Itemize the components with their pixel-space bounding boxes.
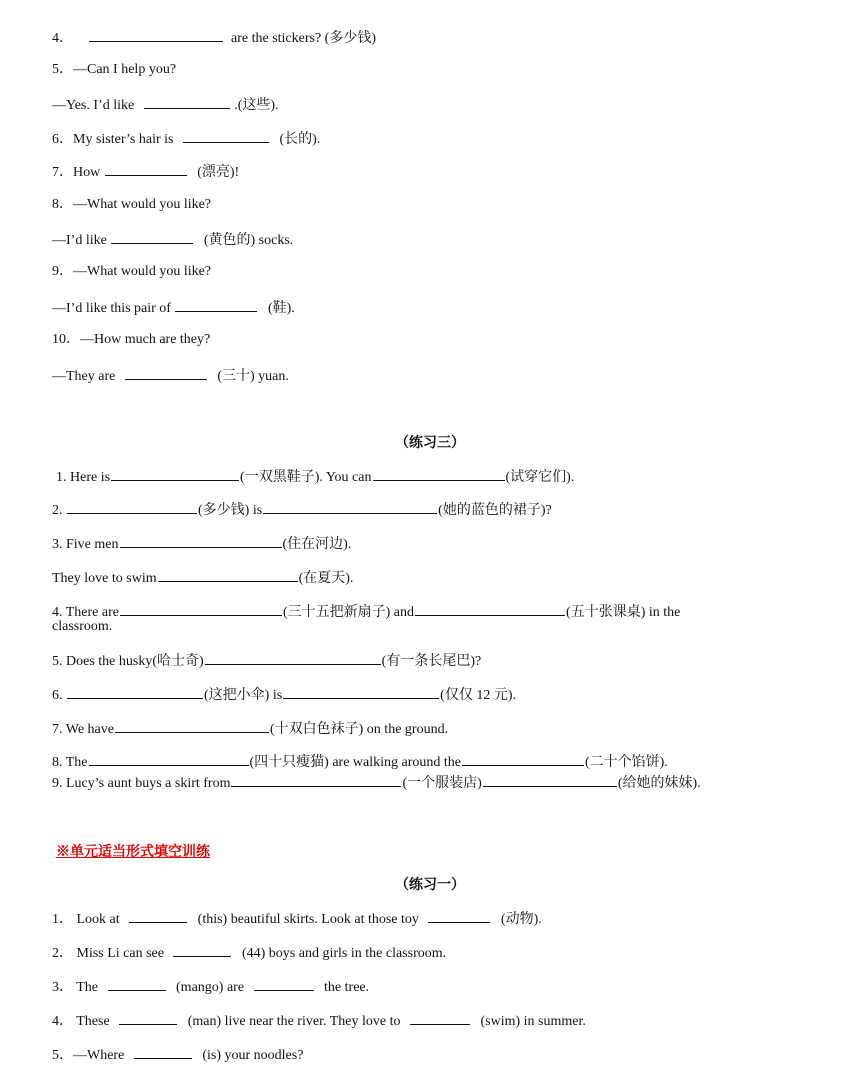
answer-blank[interactable] bbox=[134, 1044, 192, 1059]
question-text: 8．—What would you like? bbox=[52, 197, 212, 212]
hint-text: .(这些). bbox=[234, 98, 279, 113]
question-6 bbox=[52, 128, 320, 148]
question-text: 5. Does the husky(哈士奇) bbox=[52, 654, 204, 669]
question-text: 4. There are bbox=[52, 605, 119, 620]
answer-blank[interactable] bbox=[263, 499, 437, 514]
hint-text: (给她的妹妹). bbox=[617, 776, 701, 791]
question-text: 10．—How much are they? bbox=[52, 332, 211, 347]
answer-blank[interactable] bbox=[108, 976, 166, 991]
ex3-question-9 bbox=[52, 772, 701, 792]
hint-text: (三十) yuan. bbox=[217, 369, 289, 384]
question-text: 9. Lucy’s aunt buys a skirt from bbox=[52, 776, 231, 791]
hint-text: (仅仅 12 元). bbox=[440, 688, 516, 703]
answer-blank[interactable] bbox=[410, 1010, 470, 1025]
ex1-question-2 bbox=[52, 942, 446, 962]
hint-text: (住在河边). bbox=[282, 537, 352, 552]
question-text: 6．My sister’s hair is bbox=[52, 132, 174, 147]
answer-blank[interactable] bbox=[183, 128, 269, 143]
hint-text: (mango) are bbox=[176, 980, 245, 995]
hint-text: (试穿它们). bbox=[505, 470, 575, 485]
hint-text: (黄色的) socks. bbox=[203, 233, 294, 248]
answer-9 bbox=[52, 297, 295, 317]
answer-blank[interactable] bbox=[144, 94, 230, 109]
answer-blank[interactable] bbox=[89, 27, 223, 42]
answer-blank[interactable] bbox=[254, 976, 314, 991]
answer-blank[interactable] bbox=[205, 650, 381, 665]
answer-5 bbox=[52, 94, 279, 114]
answer-blank[interactable] bbox=[111, 229, 193, 244]
answer-blank[interactable] bbox=[89, 751, 249, 766]
answer-blank[interactable] bbox=[105, 161, 187, 176]
answer-blank[interactable] bbox=[67, 684, 203, 699]
question-text: 7. We have bbox=[52, 722, 114, 737]
question-text: 3. Five men bbox=[52, 537, 119, 552]
answer-text: —I’d like bbox=[52, 233, 107, 248]
hint-text: (她的蓝色的裙子)? bbox=[438, 503, 552, 518]
hint-text: (这把小伞) is bbox=[204, 688, 283, 703]
answer-blank[interactable] bbox=[158, 567, 298, 582]
hint-text: (动物). bbox=[500, 912, 542, 927]
ex3-question-7 bbox=[52, 718, 448, 738]
answer-blank[interactable] bbox=[115, 718, 269, 733]
answer-blank[interactable] bbox=[483, 772, 617, 787]
question-text: classroom. bbox=[52, 619, 113, 634]
hint-text: (十双白色袜子) on the ground. bbox=[269, 722, 449, 737]
answer-text: —Yes. I’d like bbox=[52, 98, 135, 113]
hint-text: the tree. bbox=[324, 980, 370, 995]
hint-text: (man) live near the river. They love to bbox=[187, 1014, 401, 1029]
answer-blank[interactable] bbox=[120, 601, 282, 616]
answer-blank[interactable] bbox=[111, 466, 239, 481]
ex3-question-5 bbox=[52, 650, 481, 670]
section-title: ※单元适当形式填空训练 bbox=[56, 845, 210, 860]
question-text: 8. The bbox=[52, 755, 88, 770]
hint-text: (is) your noodles? bbox=[202, 1048, 304, 1063]
answer-8 bbox=[52, 229, 293, 249]
question-text: 2. bbox=[52, 503, 63, 518]
hint-text: (多少钱) is bbox=[198, 503, 263, 518]
hint-text: (四十只瘦猫) are walking around the bbox=[249, 755, 462, 770]
question-text: They love to swim bbox=[52, 571, 157, 586]
question-number: 4． bbox=[52, 31, 73, 46]
exercise-3-heading: （练习三） bbox=[395, 436, 465, 451]
answer-blank[interactable] bbox=[283, 684, 439, 699]
answer-blank[interactable] bbox=[120, 533, 282, 548]
question-5 bbox=[52, 61, 176, 78]
hint-text: (有一条长尾巴)? bbox=[381, 654, 482, 669]
answer-text: —They are bbox=[52, 369, 116, 384]
ex3-question-4 bbox=[52, 601, 680, 621]
question-text: 4． These bbox=[52, 1014, 110, 1029]
answer-blank[interactable] bbox=[67, 499, 197, 514]
ex3-question-3-cont bbox=[52, 567, 353, 587]
ex3-question-6 bbox=[52, 684, 516, 704]
hint-text: (二十个馅饼). bbox=[585, 755, 668, 770]
hint-text: (五十张课桌) in the bbox=[566, 605, 681, 620]
answer-blank[interactable] bbox=[125, 365, 207, 380]
hint-text: (swim) in summer. bbox=[480, 1014, 586, 1029]
answer-blank[interactable] bbox=[129, 908, 187, 923]
question-9 bbox=[52, 263, 211, 280]
answer-blank[interactable] bbox=[119, 1010, 177, 1025]
hint-text: (44) boys and girls in the classroom. bbox=[241, 946, 447, 961]
question-text: 5．—Can I help you? bbox=[52, 62, 177, 77]
ex1-question-5 bbox=[52, 1044, 303, 1064]
answer-text: —I’d like this pair of bbox=[52, 301, 171, 316]
answer-blank[interactable] bbox=[462, 751, 584, 766]
hint-text: (一双黑鞋子). You can bbox=[240, 470, 372, 485]
hint-text: (一个服装店) bbox=[402, 776, 482, 791]
hint-text: (在夏天). bbox=[298, 571, 354, 586]
ex1-question-1 bbox=[52, 908, 542, 928]
question-text: 1. Here is bbox=[56, 470, 111, 485]
hint-text: (this) beautiful skirts. Look at those toy bbox=[197, 912, 419, 927]
question-text: 3． The bbox=[52, 980, 99, 995]
ex3-question-1 bbox=[56, 466, 574, 486]
answer-blank[interactable] bbox=[231, 772, 401, 787]
answer-blank[interactable] bbox=[175, 297, 257, 312]
ex3-question-4-cont bbox=[52, 618, 112, 635]
exercise-1-heading: （练习一） bbox=[395, 878, 465, 893]
ex3-question-8 bbox=[52, 751, 668, 771]
question-text: 5．—Where bbox=[52, 1048, 125, 1063]
question-text: 2． Miss Li can see bbox=[52, 946, 164, 961]
answer-10 bbox=[52, 365, 289, 385]
answer-blank[interactable] bbox=[373, 466, 505, 481]
question-text: 6. bbox=[52, 688, 63, 703]
question-10 bbox=[52, 331, 210, 348]
ex3-question-3 bbox=[52, 533, 351, 553]
answer-blank[interactable] bbox=[428, 908, 490, 923]
answer-blank[interactable] bbox=[173, 942, 231, 957]
hint-text: (长的). bbox=[279, 132, 321, 147]
hint-text: (鞋). bbox=[267, 301, 295, 316]
question-text: 1． Look at bbox=[52, 912, 120, 927]
ex1-question-4 bbox=[52, 1010, 586, 1030]
question-text: 9．—What would you like? bbox=[52, 264, 212, 279]
question-7 bbox=[52, 161, 239, 181]
ex1-question-3 bbox=[52, 976, 369, 996]
hint-text: (漂亮)! bbox=[197, 165, 240, 180]
ex3-question-2 bbox=[52, 499, 552, 519]
question-text: 7．How bbox=[52, 165, 101, 180]
question-8 bbox=[52, 196, 211, 213]
hint-text: (三十五把新扇子) and bbox=[282, 605, 415, 620]
question-4 bbox=[52, 27, 376, 47]
answer-blank[interactable] bbox=[415, 601, 565, 616]
question-text: are the stickers? (多少钱) bbox=[231, 31, 376, 46]
